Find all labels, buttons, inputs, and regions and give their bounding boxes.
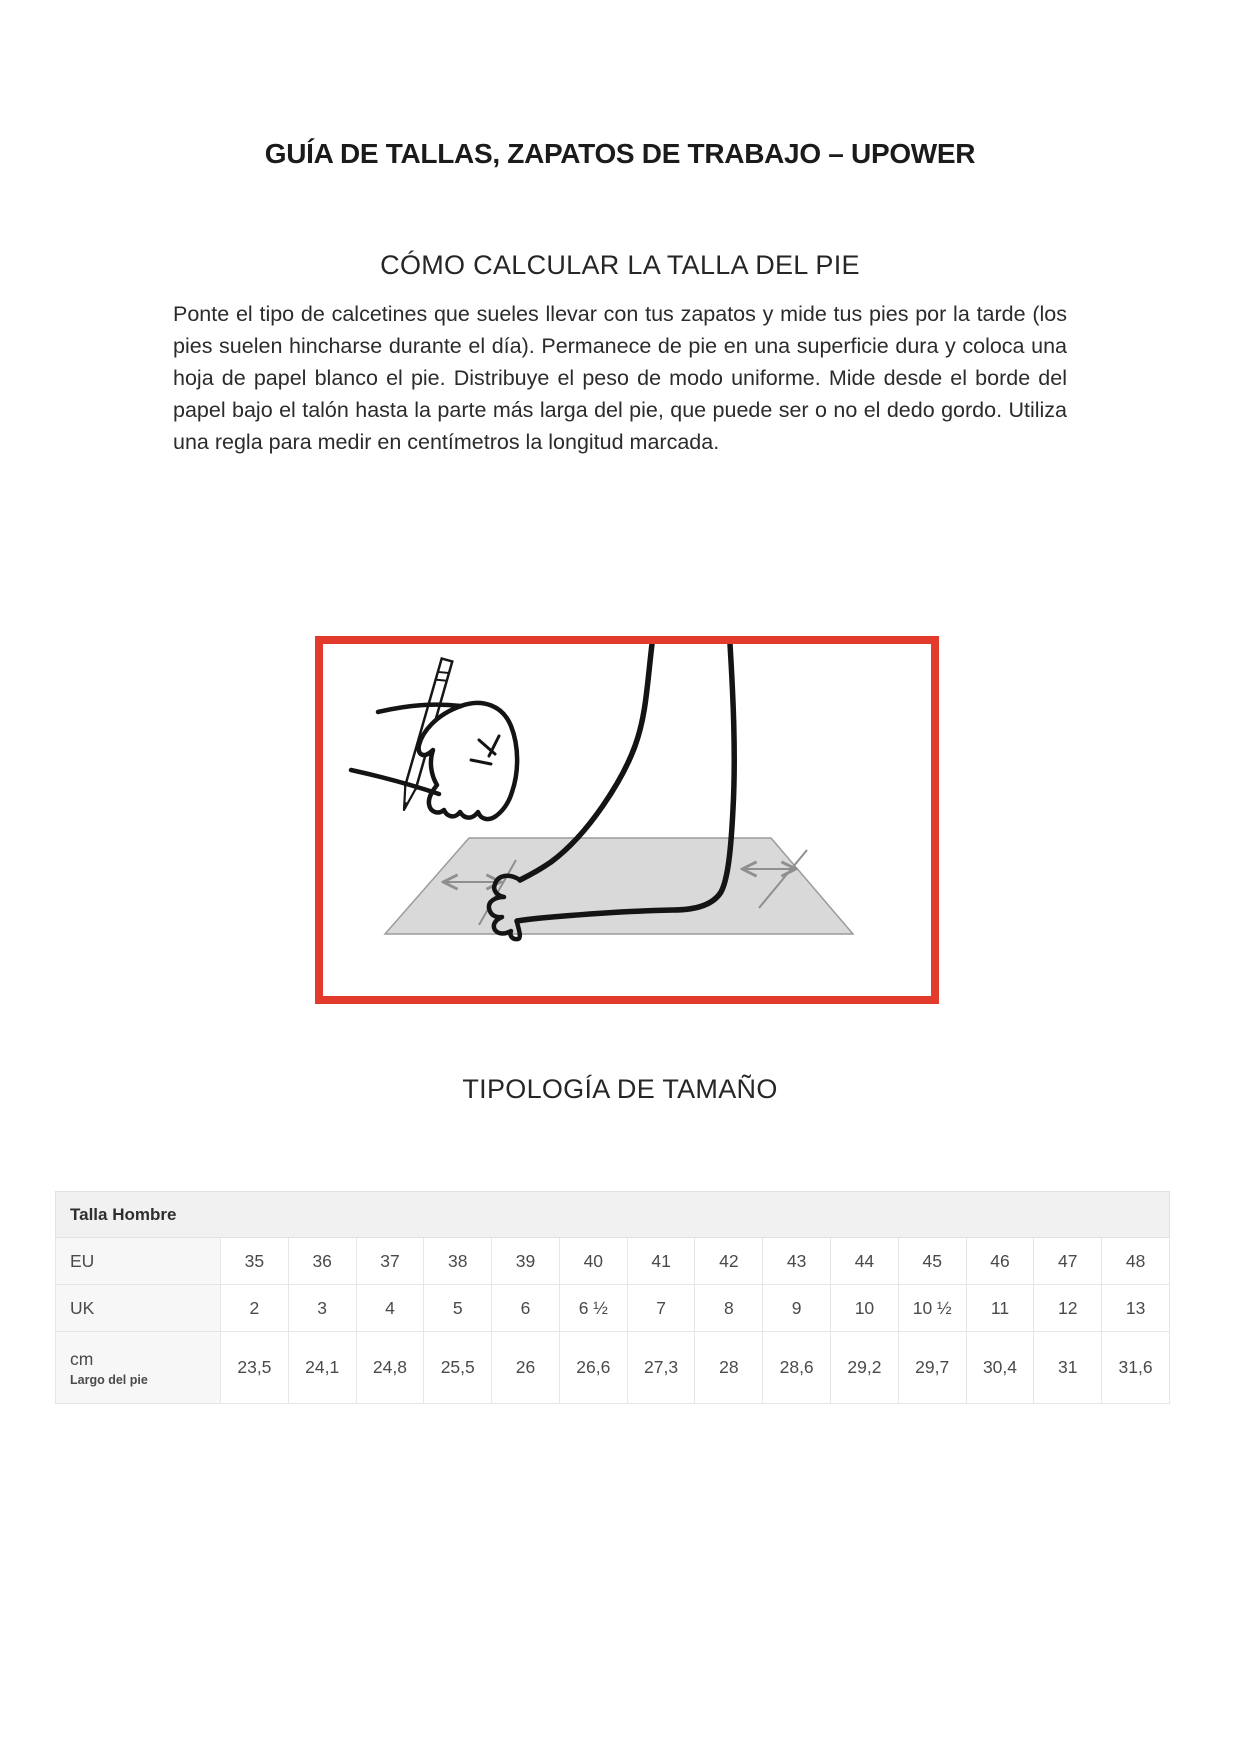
size-value-cell: 12 bbox=[1034, 1285, 1102, 1332]
size-value-cell: 3 bbox=[288, 1285, 356, 1332]
row-label-uk bbox=[56, 1285, 221, 1332]
size-value-cell: 24,1 bbox=[288, 1332, 356, 1404]
size-value-cell: 13 bbox=[1102, 1285, 1170, 1332]
foot-measurement-illustration bbox=[323, 644, 931, 996]
how-to-paragraph: Ponte el tipo de calcetines que sueles llevar con tus zapatos y mide tus pies por la tarde (los pies suelen hincharse durante el día). Permanece de pie en una superficie dura y coloca una hoja de papel blanco el pie. Distribuye el peso de modo uniforme. Mide desde el borde del papel bajo el talón hasta la parte más larga del pie, que puede ser o no el dedo gordo. Utiliza una regla para medir en centímetros la longitud marcada. bbox=[173, 302, 1067, 454]
row-sublabel-text: Largo del pie bbox=[70, 1372, 148, 1387]
size-value-cell: 8 bbox=[695, 1285, 763, 1332]
size-table-body bbox=[56, 1238, 1170, 1404]
size-value-cell: 41 bbox=[627, 1238, 695, 1285]
size-value-cell: 44 bbox=[831, 1238, 899, 1285]
size-value-cell: 6 ½ bbox=[559, 1285, 627, 1332]
size-value-cell: 31,6 bbox=[1102, 1332, 1170, 1404]
page-title: GUÍA DE TALLAS, ZAPATOS DE TRABAJO – UPOWER bbox=[264, 138, 976, 169]
row-label-text: cm bbox=[70, 1348, 94, 1369]
size-value-cell: 42 bbox=[695, 1238, 763, 1285]
size-value-cell: 48 bbox=[1102, 1238, 1170, 1285]
size-value-cell: 4 bbox=[356, 1285, 424, 1332]
size-table-title: Talla Hombre bbox=[56, 1192, 1170, 1238]
size-table-header-row bbox=[56, 1192, 1170, 1238]
size-value-cell: 7 bbox=[627, 1285, 695, 1332]
size-value-cell: 10 bbox=[831, 1285, 899, 1332]
size-value-cell: 27,3 bbox=[627, 1332, 695, 1404]
foot-measurement-figure bbox=[315, 636, 939, 1004]
size-value-cell: 9 bbox=[763, 1285, 831, 1332]
size-value-cell: 23,5 bbox=[221, 1332, 289, 1404]
size-value-cell: 40 bbox=[559, 1238, 627, 1285]
size-value-cell: 47 bbox=[1034, 1238, 1102, 1285]
hand bbox=[351, 703, 517, 819]
size-value-cell: 35 bbox=[221, 1238, 289, 1285]
size-value-cell: 29,7 bbox=[898, 1332, 966, 1404]
size-value-cell: 36 bbox=[288, 1238, 356, 1285]
how-to-heading: CÓMO CALCULAR LA TALLA DEL PIE bbox=[380, 250, 860, 280]
size-value-cell: 31 bbox=[1034, 1332, 1102, 1404]
paper-sheet bbox=[385, 838, 853, 934]
row-label-text: UK bbox=[70, 1297, 95, 1318]
size-value-cell: 43 bbox=[763, 1238, 831, 1285]
size-value-cell: 37 bbox=[356, 1238, 424, 1285]
size-value-cell: 24,8 bbox=[356, 1332, 424, 1404]
row-label-cm bbox=[56, 1332, 221, 1404]
size-value-cell: 39 bbox=[492, 1238, 560, 1285]
size-table-row-cm bbox=[56, 1332, 1170, 1404]
size-value-cell: 26,6 bbox=[559, 1332, 627, 1404]
size-table-row-eu bbox=[56, 1238, 1170, 1285]
row-label-text: EU bbox=[70, 1250, 95, 1271]
size-value-cell: 28 bbox=[695, 1332, 763, 1404]
row-label-eu bbox=[56, 1238, 221, 1285]
size-value-cell: 10 ½ bbox=[898, 1285, 966, 1332]
size-value-cell: 28,6 bbox=[763, 1332, 831, 1404]
size-value-cell: 45 bbox=[898, 1238, 966, 1285]
size-value-cell: 30,4 bbox=[966, 1332, 1034, 1404]
size-value-cell: 46 bbox=[966, 1238, 1034, 1285]
size-value-cell: 6 bbox=[492, 1285, 560, 1332]
size-table bbox=[55, 1191, 1170, 1404]
size-value-cell: 26 bbox=[492, 1332, 560, 1404]
size-section-heading: TIPOLOGÍA DE TAMAÑO bbox=[462, 1074, 778, 1104]
size-value-cell: 2 bbox=[221, 1285, 289, 1332]
size-value-cell: 25,5 bbox=[424, 1332, 492, 1404]
size-value-cell: 11 bbox=[966, 1285, 1034, 1332]
size-table-row-uk bbox=[56, 1285, 1170, 1332]
size-value-cell: 38 bbox=[424, 1238, 492, 1285]
size-value-cell: 29,2 bbox=[831, 1332, 899, 1404]
size-value-cell: 5 bbox=[424, 1285, 492, 1332]
